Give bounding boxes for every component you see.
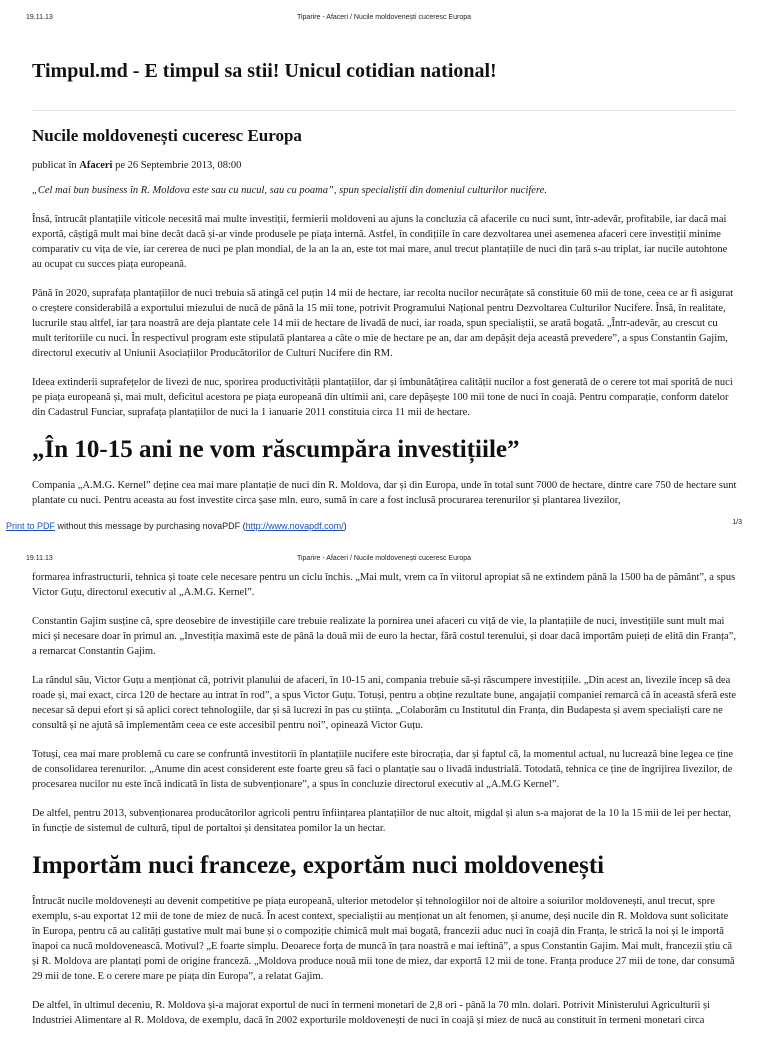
category-link[interactable]: Afaceri [79,160,113,171]
paragraph: Totuși, cea mai mare problemă cu care se confruntă investitorii în plantațiile nucifere este birocrația, dar și faptul că, la momentul actual, nu lucrează bine legea ce ține de consolidarea terenurilor. „Anume din acest considerent este foarte greu să faci o plantație sau o livadă industrială. Totodată, tehnica ce ține de îngrijirea livezilor, de procesarea nucilor nu este încă indicată în lista de subvenționare”, a spus în concluzie directorul executiv al „A.M.G Kernel”. [32,749,733,790]
novapdf-url-link[interactable]: http://www.novapdf.com/ [245,521,344,531]
page-break [0,540,768,541]
print-page-title: Tiparire - Afaceri / Nucile moldovenești cuceresc Europa [296,14,472,21]
pdf-note: Print to PDF without this message by purchasing novaPDF (http://www.novapdf.com/) [6,521,347,531]
print-date: 19.11.13 [26,14,53,21]
article-title: Nucile moldovenești cuceresc Europa [32,126,302,145]
meta-date: pe 26 Septembrie 2013, 08:00 [112,160,242,171]
print-header [26,14,742,24]
meta-prefix: publicat în [32,160,80,171]
article-lead: „Cel mai bun business în R. Moldova este sau cu nucul, sau cu poama”, spun specialiștii din domeniul culturilor nucifere. [32,185,547,196]
site-title: Timpul.md - E timpul sa stii! Unicul cotidian national! [32,60,497,82]
subheading: „În 10-15 ani ne vom răscumpăra investițiile” [32,436,520,463]
paragraph: Ideea extinderii suprafețelor de livezi de nuc, sporirea productivității plantațiilor, dar și îmbunătățirea calității nucilor a fost generată de o cerere tot mai sporită de nuci pe piața europeană și, mai mult, deficitul acestora pe piața europeană din ultimii ani, care depășește 100 mii tone de nuci în coajă. Pentru comparație, conform datelor din Cadastrul Funciar, suprafața plantațiilor de nuci la 1 ianuarie 2011 constituia circa 11 mii de hectare. [32,377,733,418]
page-number: 1/3 [732,519,742,526]
paragraph: De altfel, pentru 2013, subvenționarea producătorilor agricoli pentru înființarea plantațiilor de nuc altoit, migdal și alun s-a majorat de la 10 la 15 mii de lei per hectar, în funcție de sistemul de cultură, tipul de portaltoi și densitatea pomilor la un hectar. [32,808,732,834]
pdf-footer [0,521,768,535]
paragraph: De altfel, în ultimul deceniu, R. Moldova și-a majorat exportul de nuci în termeni monetari de 2,8 ori - până la 70 mln. dolari. Potrivit Ministerului Agriculturii și Industriei Alimentare al R. Moldova, de exemplu, dacă în 2002 exporturile moldovenești de nuci în coajă și miez de nucă au constituit în termeni monetari circa [32,1000,710,1026]
divider [32,110,736,111]
print-page-title: Tiparire - Afaceri / Nucile moldovenești cuceresc Europa [296,555,472,562]
paragraph: Constantin Gajim susține că, spre deosebire de investițiile care trebuie realizate la pornirea unei afaceri cu viță de vie, la plantațiile de nuci, investițiile sunt mult mai mici și necesare doar în primul an. „Investiția maximă este de până la două mii de euro la hectar, fără costul terenului, și doar dacă importăm puieți de elită din Franța”, a remarcat Constantin Gajim. [32,616,736,657]
paragraph: Întrucât nucile moldovenești au devenit competitive pe piața europeană, ulterior metodelor și tehnologiilor noi de altoire a soiurilor moldovenești, anul trecut, spre exemplu, s-au exportat 12 mii de tone de miez de nucă. În acest context, specialiștii au menționat un alt fenomen, și anume, deși nucile din R. Moldova sunt solicitate în Europa, pentru că au calități gustative mult mai bune și o compoziție chimică mult mai bogată, francezii aduc nuci în coajă din Franța, le strică la noi și le importă înapoi ca nucă moldovenească. Motivul? „E foarte simplu. Deoarece forța de muncă în țara noastră e mai ieftină”, a spus Constantin Gajim. Mai mult, francezii știu că și R. Moldova are plantați pomi de origine franceză. „Moldova produce nouă mii tone de miez, dar exportă 12 mii de tone. Franța produce 27 mii de tone, dar consumă 29 mii de tone. E o cerere mare pe piața din Europa”, a relatat Gajim. [32,896,735,982]
paragraph: La rândul său, Victor Guțu a menționat că, potrivit planului de afaceri, în 10-15 ani, compania trebuie să-și răscumpere investițiile. „Din acest an, livezile încep să dea roade și, mai exact, circa 120 de hectare au intrat în rod”, a spus Victor Guțu. Totuși, pentru a obține rezultate bune, angajații companiei remarcă că în această sferă este necesar să depui efort și să aplici corect tehnologiile, dar și să lucrezi în pas cu știința. „Colaborăm cu Institutul din Franța, din Budapesta și avem specialiști care ne consultă și ne ajută să implementăm ceea ce este accesibil pentru noi”, opinează Victor Guțu. [32,675,737,731]
print-to-pdf-link[interactable]: Print to PDF [6,521,56,531]
subheading: Importăm nuci franceze, exportăm nuci moldovenești [32,852,605,879]
article-body-page2 [32,570,738,1042]
paragraph: Până în 2020, suprafața plantațiilor de nuci trebuia să atingă cel puțin 14 mii de hectare, iar recolta nucilor necurățate să constituie 60 mii de tone, ceea ce ar fi asigurat o creștere considerabilă a exportului miezului de nucă de până la 15 mii tone, potrivit Programului Național pentru Dezvoltarea Culturilor Nucifere. Însă, în realitate, lucrurile stau altfel, iar țara noastră are deja plantate cele 14 mii de hectare de livadă de nuci, iar roada, spun specialiștii, se arată bogată. „Într-adevăr, au crescut cu mult teritoriile cu nuci. În respectivul program este stipulată plantarea a câte o mie de hectare pe an, dar am depășit deja această prevedere”, a spus Constantin Gajim, directorul executiv al Uniunii Asociațiilor Producătorilor de Culturi Nucifere din RM. [32,288,734,359]
article-meta [32,160,738,171]
article-body-page1 [32,126,738,522]
print-date: 19.11.13 [26,555,53,562]
paragraph: formarea infrastructurii, tehnica și toate cele necesare pentru un ciclu închis. „Mai mult, vrem ca în viitorul apropiat să ne extindem până la 1500 ha de pământ”, a spus Victor Guțu, directorul executiv al „A.M.G. Kernel”. [32,572,736,598]
print-header [26,555,742,565]
paragraph: Compania „A.M.G. Kernel” deține cea mai mare plantație de nuci din R. Moldova, dar și din Europa, unde în total sunt 7000 de hectare, dintre care 750 de hectare sunt plantate cu nuci. Pentru aceasta au fost investite circa șase mln. euro, sumă în care a fost inclusă procurarea terenurilor și plantarea livezilor, [32,480,737,506]
paragraph: Însă, întrucât plantațiile viticole necesită mai multe investiții, fermierii moldoveni au ajuns la concluzia că afacerile cu nuci sunt, într-adevăr, profitabile, iar dacă mai exportă, câștigă mult mai bine decât dacă și-ar vinde produsele pe piața internă. Astfel, în condițiile în care dezvoltarea unei asemenea afaceri cere investiții minime comparativ cu vița de vie, iar cererea de nuci pe plan mondial, de la an la an, este tot mai mare, anul trecut plantațiile de nuci din țară s-au triplat, iar nucile autohtone au ocupat cu succes piața europeană. [32,214,728,270]
